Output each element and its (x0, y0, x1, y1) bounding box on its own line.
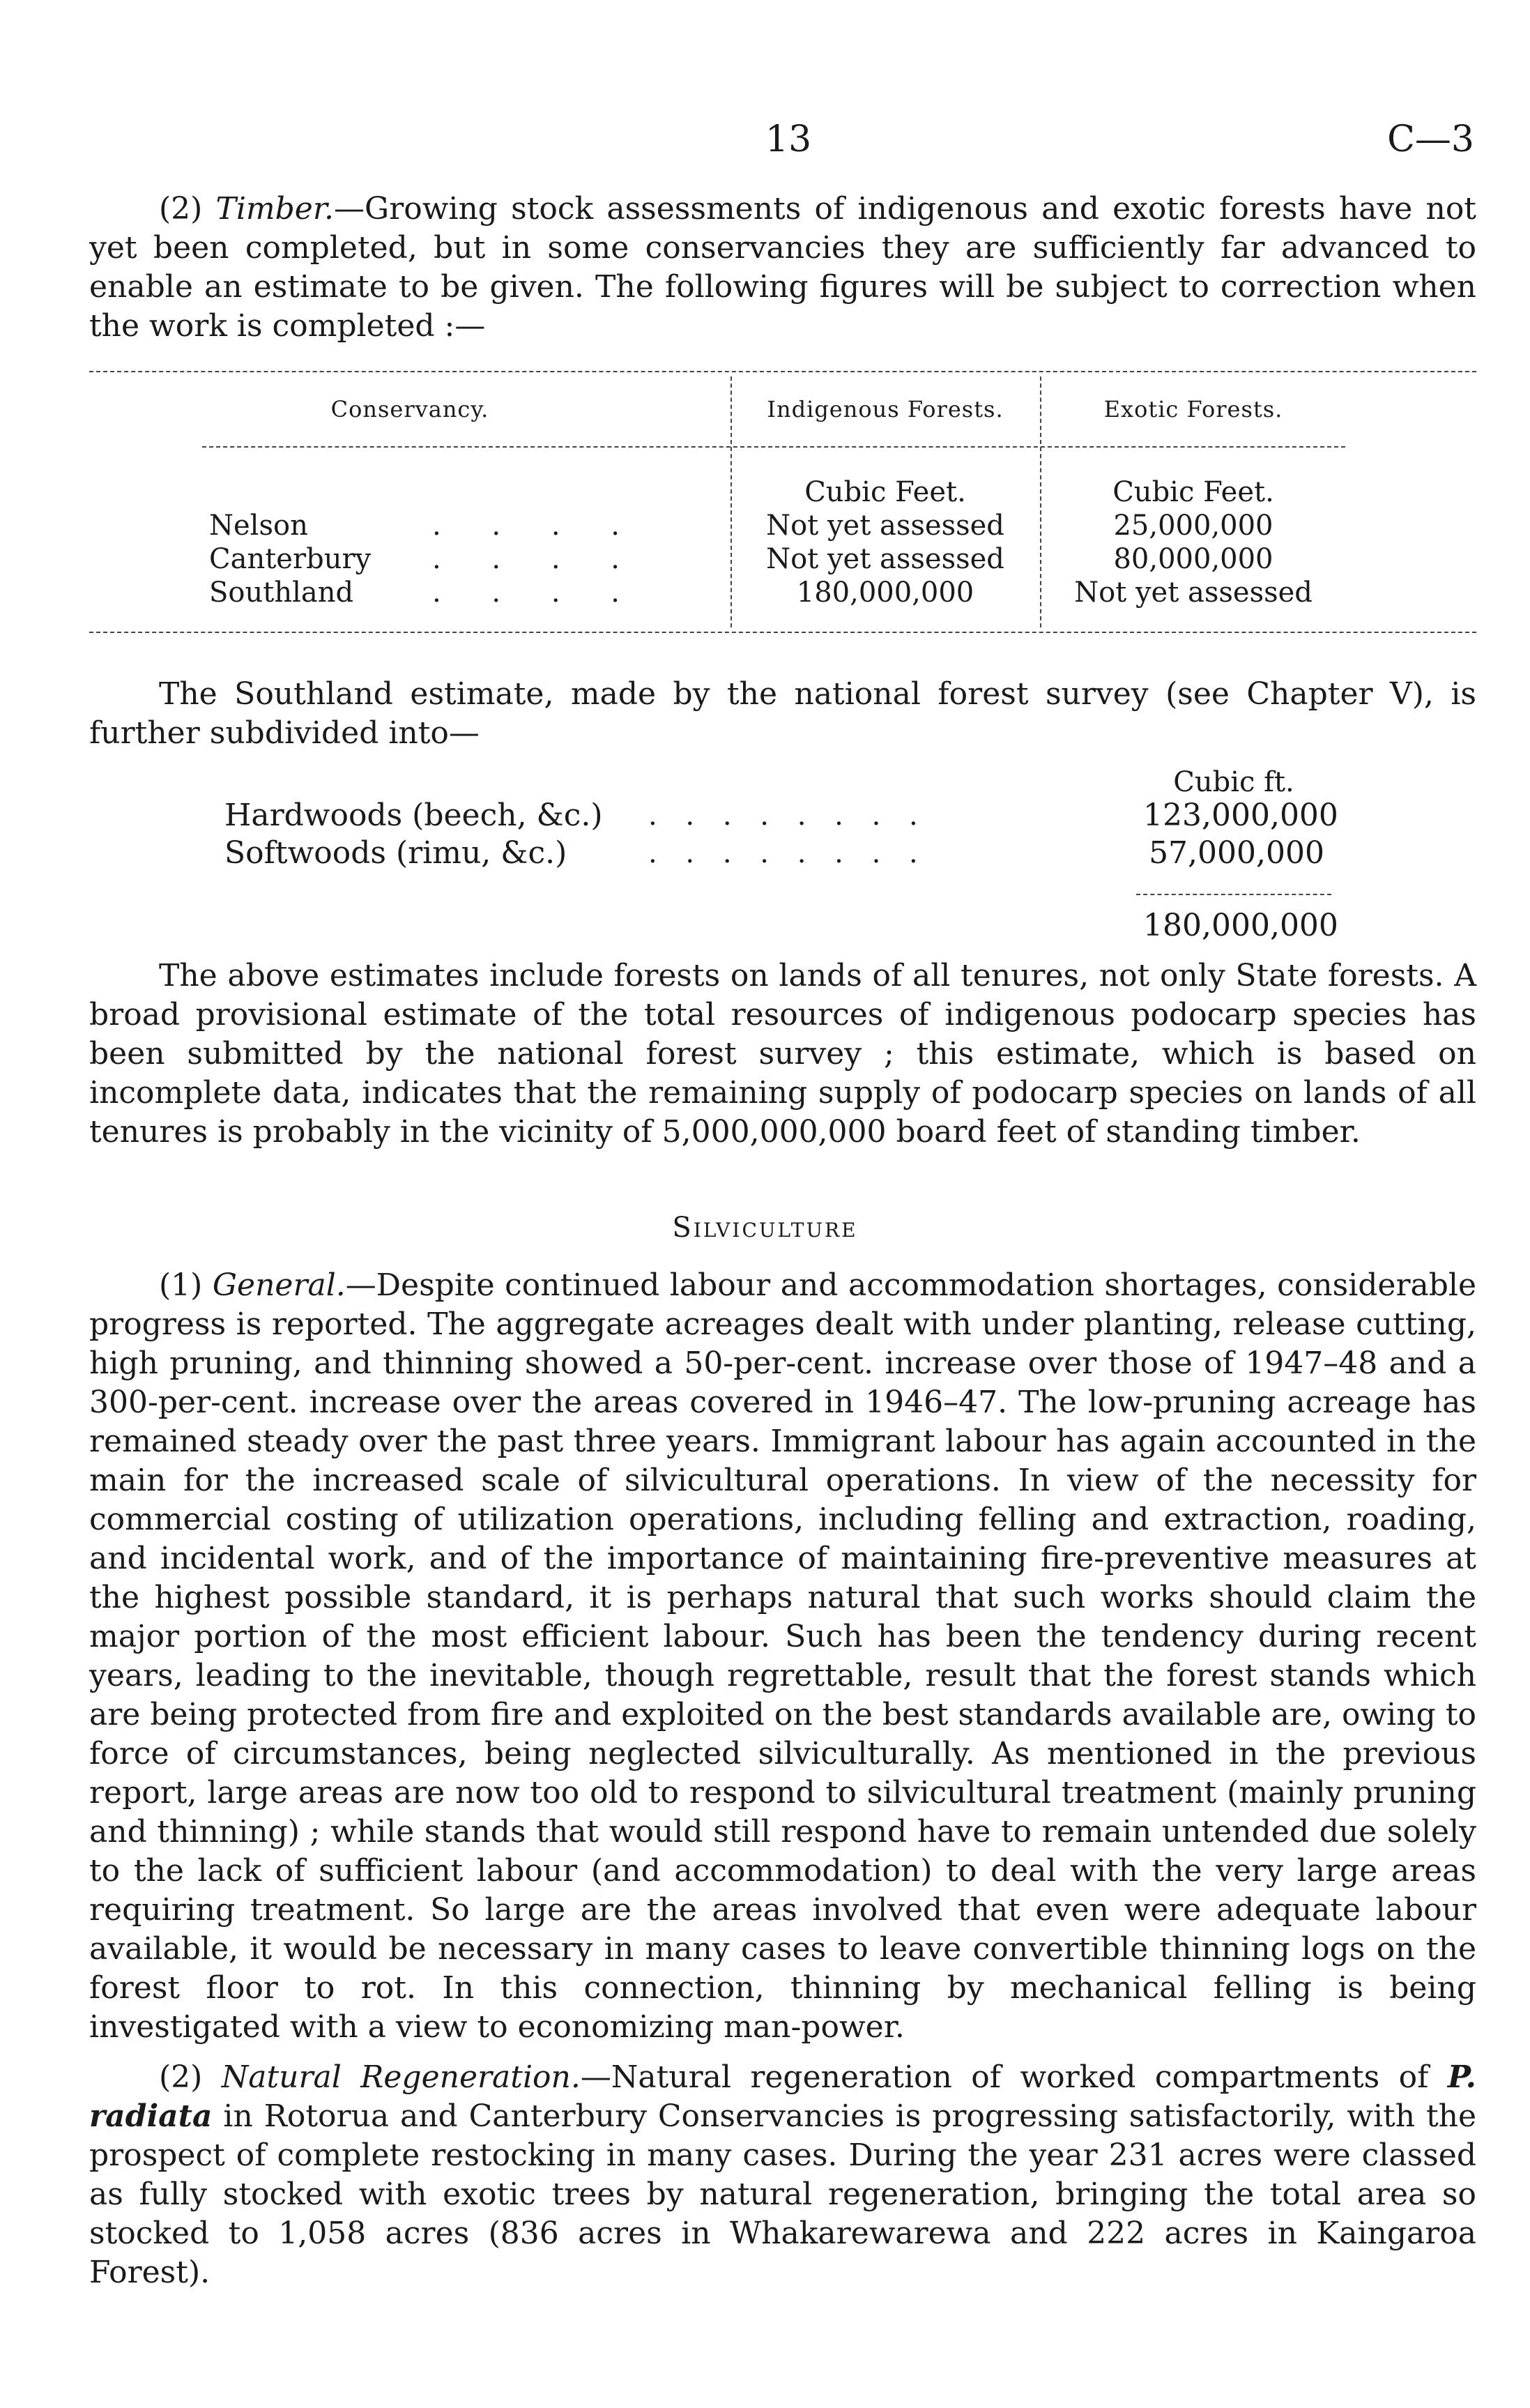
natural-regeneration-paragraph (89, 2058, 1476, 2292)
section-heading-silviculture: Silviculture (672, 1212, 858, 1244)
estimates-paragraph: The above estimates include forests on lands of all tenures, not only State forests. A broad provisional estimate of the total resources of indigenous podocarp species has been submitted by the national forest survey ; this estimate, which is based on incomplete data, indicates that the remaining supply of podocarp species on lands of all tenures is probably in the vicinity of 5,000,000,000 board feet of standing timber. (89, 958, 1476, 1150)
general-text: —Despite continued labour and accommodation shortages, considerable progress is reported. The aggregate acreages dealt with under planting, release cutting, high pruning, and thinning showed a 50-per-cent. increase over those of 1947–48 and a 300-per-cent. increase over the areas covered in 1946–47. The low-pruning acreage has remained steady over the past three years. Immigrant labour has again accounted in the main for the increased scale of silvicultural operations. In view of the necessity for commercial costing of utilization operations, including felling and extraction, roading, and incidental work, and of the importance of maintaining fire-preventive measures at the highest possible standard, it is perhaps natural that such works should claim the major portion of the most efficient labour. Such has been the tendency during recent years, leading to the inevitable, though regrettable, result that the forest stands which are being protected from fire and exploited on the best standards available are, owing to force of circumstances, being neglected silviculturally. As mentioned in the previous report, large areas are now too old to respond to silvicultural treatment (mainly pruning and thinning) ; while stands that would still respond have to remain untended due solely to the lack of sufficient labour (and accommodation) to deal with the very large areas requiring treatment. So large are the areas involved that even were adequate labour available, it would be necessary in many cases to leave convertible thinning logs on the forest floor to rot. In this connection, thinning by mechanical felling is being investigated with a view to economizing man-power. (89, 1267, 1476, 2045)
document-reference: C—3 (1387, 119, 1474, 160)
table-header-rule (202, 446, 1345, 448)
general-label: (1) (159, 1267, 213, 1303)
row-canterbury-exotic: 80,000,000 (1113, 543, 1273, 575)
row-nelson-leader: . . . . (432, 510, 641, 542)
table-header-conservancy: Conservancy. (330, 396, 489, 422)
row-canterbury-indigenous: Not yet assessed (766, 543, 1004, 575)
row-nelson-name: Nelson (209, 510, 308, 542)
timber-title: Timber. (215, 191, 335, 227)
row-southland-name: Southland (209, 577, 354, 609)
row-nelson-indigenous: Not yet assessed (766, 510, 1004, 542)
table-header-indigenous: Indigenous Forests. (767, 396, 1004, 422)
southland-total: 180,000,000 (1143, 908, 1338, 943)
natural-title: Natural Regeneration. (221, 2059, 581, 2095)
total-rule (1136, 894, 1331, 895)
row-southland-indigenous: 180,000,000 (796, 577, 974, 609)
softwoods-value: 57,000,000 (1149, 835, 1324, 871)
hardwoods-label: Hardwoods (beech, &c.) (224, 798, 603, 833)
table-top-rule (89, 371, 1476, 372)
natural-text-2: in Rotorua and Canterbury Conservancies is progressing satisfactorily, with the prospect of complete restocking in many cases. During the year 231 acres were classed as fully stocked with exotic trees by natural regeneration, bringing the total area so stocked to 1,058 acres (836 acres in Whakarewarewa and 222 acres in Kaingaroa Forest). (89, 2098, 1476, 2290)
row-canterbury-name: Canterbury (209, 543, 372, 575)
general-paragraph (89, 1266, 1476, 2047)
table-header-exotic: Exotic Forests. (1103, 396, 1283, 422)
row-southland-exotic: Not yet assessed (1074, 577, 1313, 609)
natural-label: (2) (159, 2059, 222, 2095)
softwoods-leader: . . . . . . . . (648, 837, 928, 869)
species-name: P. radiata (89, 2059, 1476, 2134)
table-bottom-rule (89, 632, 1476, 633)
natural-text-1: —Natural regeneration of worked compartments of (580, 2059, 1448, 2095)
southland-intro: The Southland estimate, made by the national forest survey (see Chapter V), is further subdivided into— (89, 676, 1476, 751)
hardwoods-leader: . . . . . . . . (648, 800, 928, 832)
general-title: General. (212, 1267, 346, 1303)
row-canterbury-leader: . . . . (432, 543, 641, 575)
row-nelson-exotic: 25,000,000 (1113, 510, 1273, 542)
row-southland-leader: . . . . (432, 577, 641, 609)
softwoods-label: Softwoods (rimu, &c.) (224, 835, 567, 871)
timber-text: —Growing stock assessments of indigenous and exotic forests have not yet been completed, but in some conservancies they are sufficiently far advanced to enable an estimate to be given. The following figures will be subject to correction when the work is completed :— (89, 191, 1476, 344)
indigenous-unit: Cubic Feet. (804, 476, 966, 508)
page-number: 13 (765, 119, 812, 160)
timber-paragraph (89, 190, 1476, 346)
southland-unit: Cubic ft. (1173, 766, 1294, 798)
exotic-unit: Cubic Feet. (1112, 476, 1274, 508)
hardwoods-value: 123,000,000 (1143, 798, 1338, 833)
timber-label: (2) (159, 191, 216, 227)
